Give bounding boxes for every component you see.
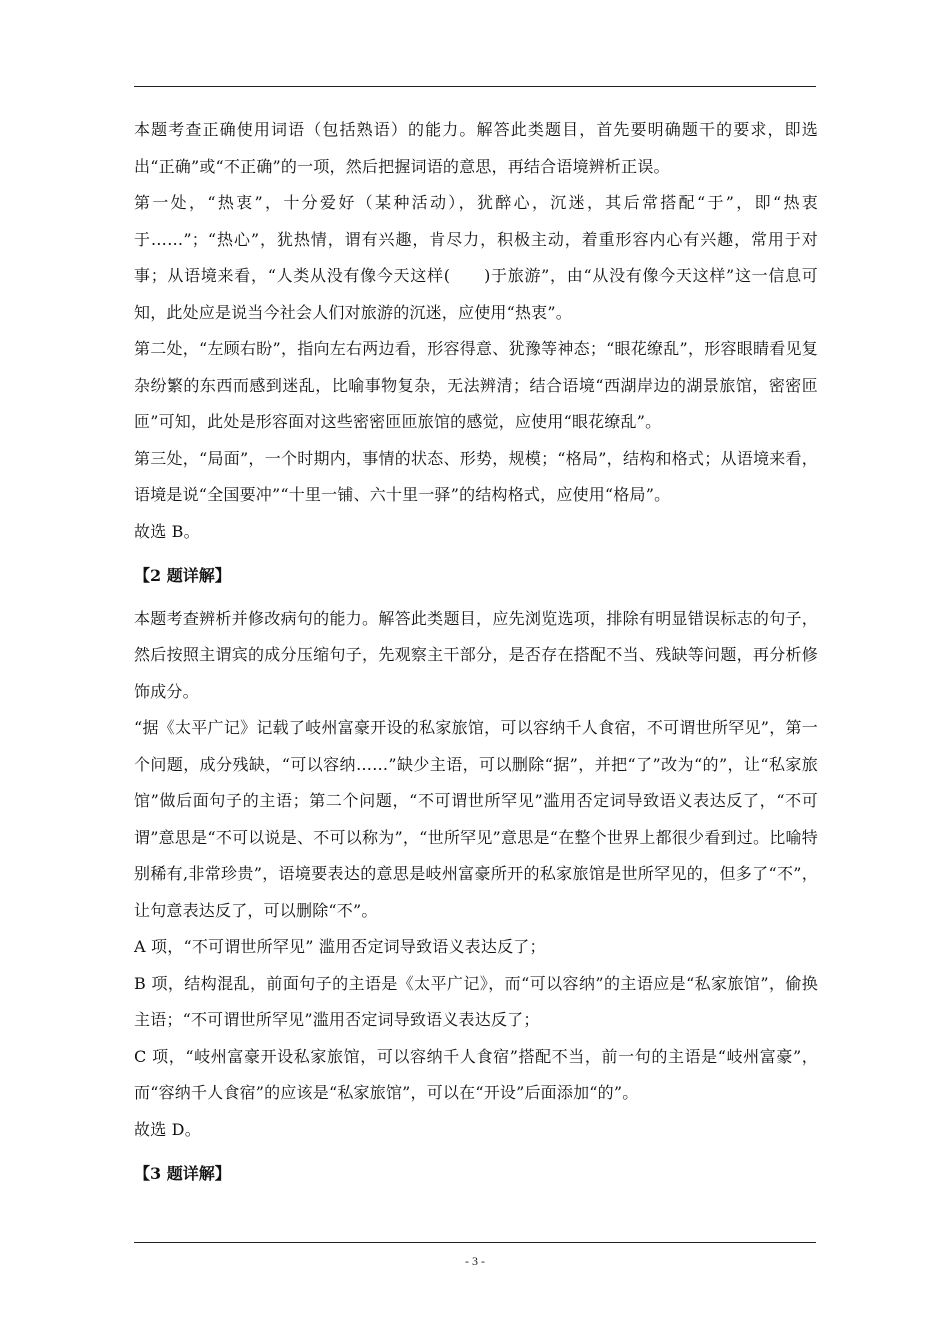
footer-rule [134, 1242, 816, 1243]
paragraph: B 项，结构混乱，前面句子的主语是《太平广记》，而“可以容纳”的主语应是“私家旅馆”，偷换主语；“不可谓世所罕见”滥用否定词导致语义表达反了； [134, 973, 818, 1029]
paragraph: 本题考查辨析并修改病句的能力。解答此类题目，应先浏览选项，排除有明显错误标志的句子，然后按照主谓宾的成分压缩句子，先观察主干部分，是否存在搭配不当、残缺等问题，再分析修饰成分。 [134, 608, 818, 701]
paragraph: 故选 B。 [134, 521, 200, 541]
section-heading-3: 【3 题详解】 [134, 1164, 231, 1183]
header-rule [134, 86, 816, 87]
document-body [134, 112, 818, 1199]
paragraph: 故选 D。 [134, 1119, 201, 1139]
paragraph: 第二处，“左顾右盼”，指向左右两边看，形容得意、犹豫等神态；“眼花缭乱”，形容眼睛看见复杂纷繁的东西而感到迷乱，比喻事物复杂，无法辨清；结合语境“西湖岸边的湖景旅馆，密密匝匝”可知，此处是形容面对这些密密匝匝旅馆的感觉，应使用“眼花缭乱”。 [134, 339, 818, 431]
paragraph: 第一处，“热衷”，十分爱好（某种活动），犹醉心，沉迷，其后常搭配“于”，即“热衷于……”；“热心”，犹热情，谓有兴趣，肯尽力，积极主动，着重形容内心有兴趣，常用于对事；从语境来看，“人类从没有像今天这样( )于旅游”，由“从没有像今天这样”这一信息可知，此处应是说当今社会人们对旅游的沉迷，应使用“热衷”。 [134, 193, 818, 322]
page-number: - 3 - [465, 1254, 485, 1268]
paragraph: “据《太平广记》记载了岐州富豪开设的私家旅馆，可以容纳千人食宿，不可谓世所罕见”，第一个问题，成分残缺，“可以容纳……”缺少主语，可以删除“据”，并把“了”改为“的”，让“私家旅馆”做后面句子的主语；第二个问题，“不可谓世所罕见”滥用否定词导致语义表达反了，“不可谓”意思是“不可以说是、不可以称为”，“世所罕见”意思是“在整个世界上都很少看到过。比喻特别稀有,非常珍贵”，语境要表达的意思是岐州富豪所开的私家旅馆是世所罕见的，但多了“不”，让句意表达反了，可以删除“不”。 [134, 718, 818, 920]
paragraph: C 项，“岐州富豪开设私家旅馆，可以容纳千人食宿”搭配不当，前一句的主语是“岐州富豪”，而“容纳千人食宿”的应该是“私家旅馆”，可以在“开设”后面添加“的”。 [134, 1046, 818, 1102]
paragraph: A 项，“不可谓世所罕见” 滥用否定词导致语义表达反了； [134, 937, 546, 956]
section-heading-2: 【2 题详解】 [134, 566, 231, 585]
paragraph: 本题考查正确使用词语（包括熟语）的能力。解答此类题目，首先要明确题干的要求，即选出“正确”或“不正确”的一项，然后把握词语的意思，再结合语境辨析正误。 [134, 120, 818, 176]
paragraph: 第三处，“局面”，一个时期内，事情的状态、形势，规模；“格局”，结构和格式；从语境来看，语境是说“全国要冲”“十里一铺、六十里一驿”的结构格式，应使用“格局”。 [134, 448, 818, 504]
